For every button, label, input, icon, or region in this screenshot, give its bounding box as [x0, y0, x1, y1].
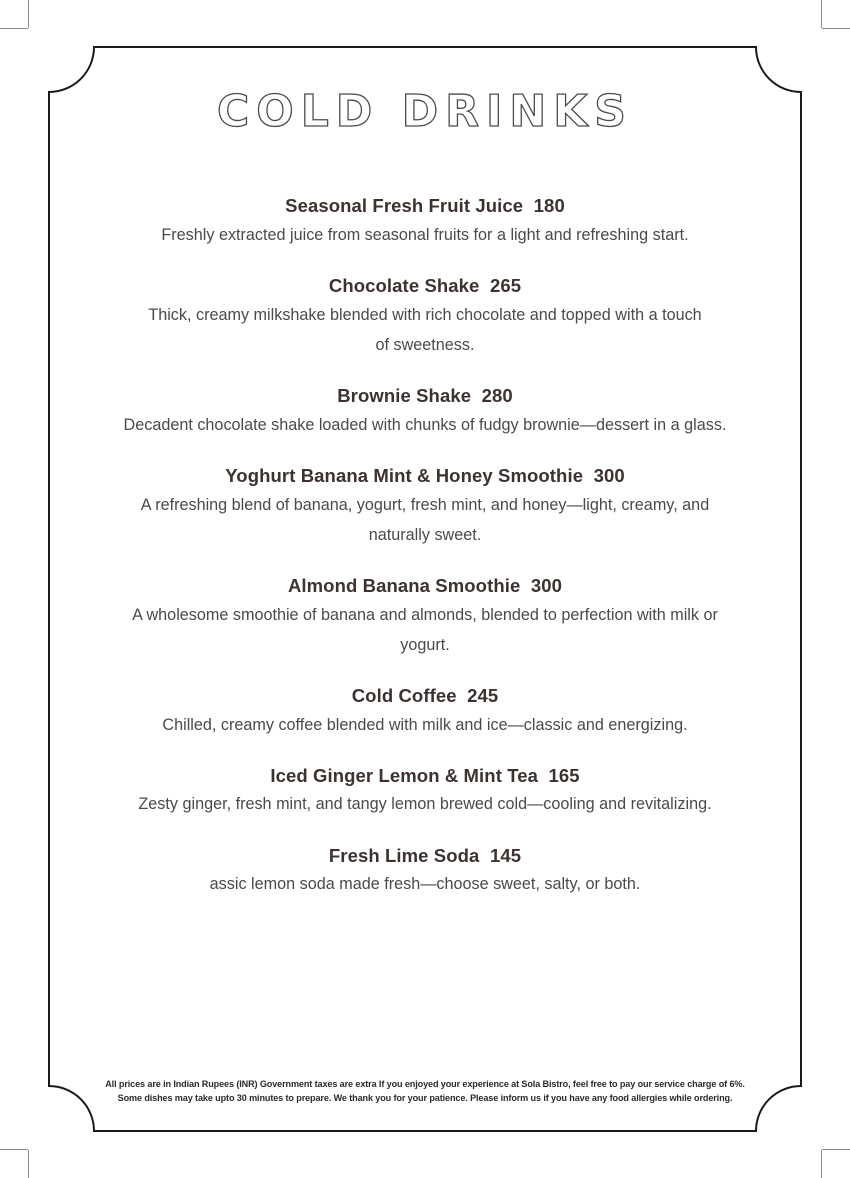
- menu-item-name: Chocolate Shake: [328, 274, 480, 296]
- menu-item-price: 300: [593, 464, 625, 486]
- menu-item-description: Zesty ginger, fresh mint, and tangy lemon brewed cold—cooling and revitalizing.: [138, 795, 712, 814]
- menu-item-price: 265: [489, 274, 522, 296]
- menu-item: [48, 842, 802, 900]
- footer-line-1: All prices are in Indian Rupees (INR) Government taxes are extra If you enjoyed your experience at Sola Bistro, feel free to pay our service charge of 6%.: [105, 1078, 745, 1089]
- menu-item-price: 165: [548, 764, 580, 786]
- menu-item-heading: [48, 462, 802, 490]
- menu-item-heading: [48, 682, 802, 710]
- footer-disclaimer: [48, 1077, 802, 1106]
- crop-mark-top-right-horizontal: [822, 28, 850, 29]
- menu-item-name: Brownie Shake: [337, 384, 472, 406]
- menu-item: [48, 192, 802, 250]
- menu-item: [48, 682, 802, 740]
- crop-mark-bottom-left-vertical: [28, 1150, 29, 1178]
- menu-item-name: Almond Banana Smoothie: [287, 574, 521, 596]
- menu-item-description: Thick, creamy milkshake blended with rich chocolate and topped with a touch of sweetness.: [148, 305, 702, 354]
- menu-item-description: Chilled, creamy coffee blended with milk and ice—classic and energizing.: [162, 715, 688, 734]
- menu-item: [48, 572, 802, 660]
- menu-item-name: Fresh Lime Soda: [328, 844, 480, 866]
- menu-item-name: Iced Ginger Lemon & Mint Tea: [270, 764, 538, 786]
- menu-item-description: assic lemon soda made fresh—choose sweet, salty, or both.: [209, 875, 641, 894]
- menu-item-heading: [48, 842, 802, 870]
- menu-item-name: Seasonal Fresh Fruit Juice: [285, 195, 524, 216]
- menu-item-name: Cold Coffee: [351, 684, 457, 706]
- menu-item-description: A refreshing blend of banana, yogurt, fresh mint, and honey—light, creamy, and naturally sweet.: [140, 495, 710, 544]
- menu-item-heading: [48, 382, 802, 410]
- menu-item-description: A wholesome smoothie of banana and almonds, blended to perfection with milk or yogurt.: [132, 605, 718, 654]
- menu-item-name: Yoghurt Banana Mint & Honey Smoothie: [225, 464, 584, 486]
- menu-item-heading: [48, 762, 802, 790]
- footer-line-2: Some dishes may take upto 30 minutes to prepare. We thank you for your patience. Please inform us if you have any food allergies while ordering.: [117, 1093, 733, 1104]
- crop-mark-top-left-vertical: [28, 0, 29, 28]
- menu-item-price: 300: [530, 574, 563, 596]
- menu-item-heading: [48, 272, 802, 300]
- menu-item-price: 180: [533, 195, 565, 216]
- crop-mark-top-left-horizontal: [0, 28, 28, 29]
- menu-item: [48, 272, 802, 360]
- menu-item-price: 145: [489, 844, 522, 866]
- menu-item-price: 280: [481, 384, 513, 406]
- crop-mark-bottom-right-horizontal: [822, 1149, 850, 1150]
- menu-item-description: Decadent chocolate shake loaded with chunks of fudgy brownie—dessert in a glass.: [123, 415, 727, 434]
- menu-item-list: [48, 192, 802, 899]
- menu-page: [48, 46, 802, 1132]
- crop-mark-top-right-vertical: [821, 0, 822, 28]
- menu-item-heading: [48, 572, 802, 600]
- menu-item-heading: [48, 192, 802, 220]
- crop-mark-bottom-left-horizontal: [0, 1149, 28, 1150]
- page-title: COLD DRINKS: [217, 86, 633, 137]
- crop-mark-bottom-right-vertical: [821, 1150, 822, 1178]
- menu-item: [48, 462, 802, 550]
- menu-item-price: 245: [467, 684, 499, 706]
- menu-item: [48, 762, 802, 820]
- menu-item-description: Freshly extracted juice from seasonal fruits for a light and refreshing start.: [161, 225, 689, 244]
- menu-item: [48, 382, 802, 440]
